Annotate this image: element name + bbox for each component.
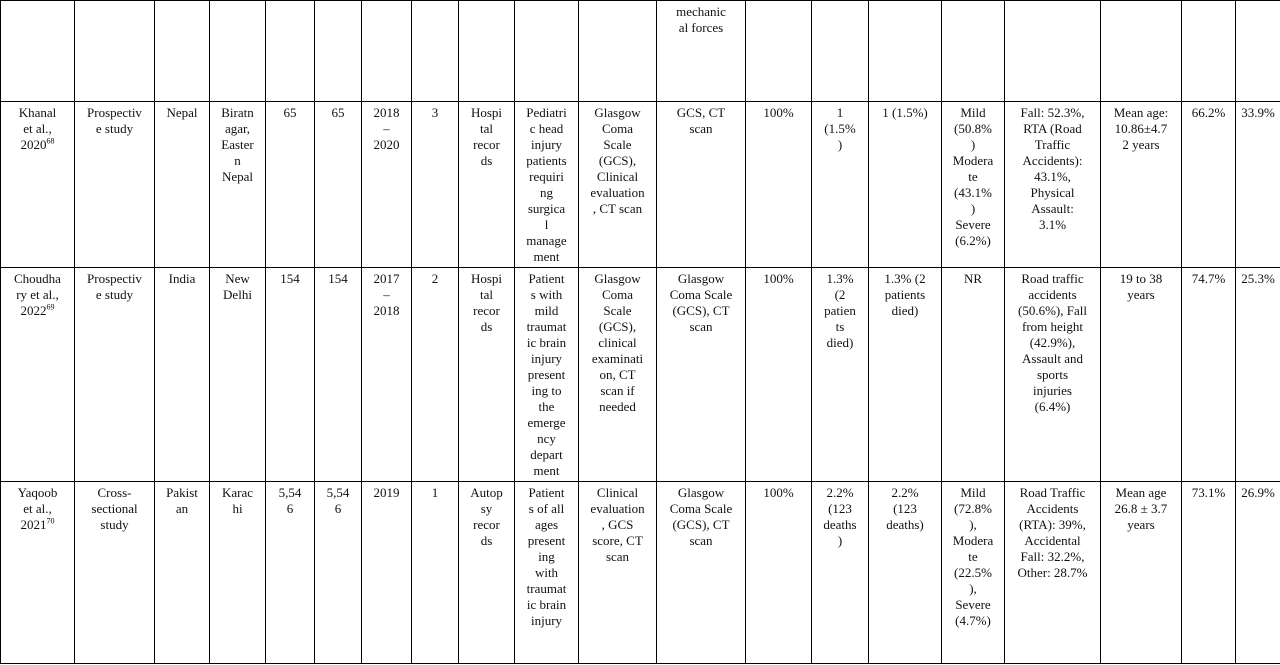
table-cell	[1182, 1, 1236, 102]
cell-n1: 65	[266, 102, 315, 268]
cell-design: Prospectiv e study	[75, 102, 155, 268]
author-text: Khanal et al., 2020	[18, 105, 57, 152]
table-cell	[812, 1, 869, 102]
cell-mortality: 1 (1.5% )	[812, 102, 869, 268]
cell-assessment: Glasgow Coma Scale (GCS), Clinical evaluation , CT scan	[579, 102, 657, 268]
cell-diagnosis: GCS, CT scan	[657, 102, 746, 268]
cell-mortality: 2.2% (123 deaths )	[812, 482, 869, 664]
cell-country: Pakist an	[155, 482, 210, 664]
cell-male: 74.7%	[1182, 268, 1236, 482]
cell-female: 26.9%	[1236, 482, 1280, 664]
cell-period: 2017 – 2018	[362, 268, 412, 482]
cell-author	[1, 482, 75, 664]
cell-n2: 65	[315, 102, 362, 268]
cell-age: Mean age 26.8 ± 3.7 years	[1101, 482, 1182, 664]
table-cell	[942, 1, 1005, 102]
cell-assessment: Clinical evaluation , GCS score, CT scan	[579, 482, 657, 664]
table-cell	[362, 1, 412, 102]
cell-deaths: 1.3% (2 patients died)	[869, 268, 942, 482]
table-cell	[266, 1, 315, 102]
table-cell	[210, 1, 266, 102]
table-cell	[75, 1, 155, 102]
reference-number: 68	[46, 136, 55, 146]
cell-country: India	[155, 268, 210, 482]
cell-city: New Delhi	[210, 268, 266, 482]
cell-design: Cross- sectional study	[75, 482, 155, 664]
table-cell	[869, 1, 942, 102]
reference-number: 70	[46, 516, 55, 526]
reference-number: 69	[46, 302, 55, 312]
table-cell	[315, 1, 362, 102]
author-text: Choudha ry et al., 2022	[14, 271, 61, 318]
cell-city: Karac hi	[210, 482, 266, 664]
cell-diagnosis: Glasgow Coma Scale (GCS), CT scan	[657, 268, 746, 482]
table-cell	[459, 1, 515, 102]
table-cell	[1005, 1, 1101, 102]
cell-severity: Mild (50.8% ) Modera te (43.1% ) Severe (6.2%)	[942, 102, 1005, 268]
cell-female: 25.3%	[1236, 268, 1280, 482]
table-cell	[1236, 1, 1280, 102]
cell-age: 19 to 38 years	[1101, 268, 1182, 482]
cell-city: Biratn agar, Easter n Nepal	[210, 102, 266, 268]
cell-male: 73.1%	[1182, 482, 1236, 664]
cell-source: Autop sy recor ds	[459, 482, 515, 664]
cell-n1: 5,54 6	[266, 482, 315, 664]
cell-duration: 3	[412, 102, 459, 268]
table-row	[1, 482, 1280, 664]
cell-n2: 154	[315, 268, 362, 482]
table-cell	[1, 1, 75, 102]
cell-source: Hospi tal recor ds	[459, 102, 515, 268]
cell-source: Hospi tal recor ds	[459, 268, 515, 482]
cell-severity: Mild (72.8% ), Modera te (22.5% ), Severe (4.7%)	[942, 482, 1005, 664]
cell-duration: 2	[412, 268, 459, 482]
cell-followup: 100%	[746, 268, 812, 482]
cell-deaths: 2.2% (123 deaths)	[869, 482, 942, 664]
cell-mechanism: Road traffic accidents (50.6%), Fall from height (42.9%), Assault and sports injuries (6.4%)	[1005, 268, 1101, 482]
table-cell	[412, 1, 459, 102]
author-text: Yaqoob et al., 2021	[17, 485, 58, 532]
table-cell	[746, 1, 812, 102]
cell-population: Patient s with mild traumat ic brain injury present ing to the emerge ncy depart ment	[515, 268, 579, 482]
table-cell	[155, 1, 210, 102]
table-row	[1, 1, 1280, 102]
cell-severity: NR	[942, 268, 1005, 482]
table-cell-assessment: mechanic al forces	[657, 1, 746, 102]
cell-population: Pediatri c head injury patients requiri ng surgica l manage ment	[515, 102, 579, 268]
cell-followup: 100%	[746, 482, 812, 664]
cell-population: Patient s of all ages present ing with traumat ic brain injury	[515, 482, 579, 664]
table-cell	[579, 1, 657, 102]
cell-followup: 100%	[746, 102, 812, 268]
table-cell	[515, 1, 579, 102]
cell-author	[1, 102, 75, 268]
table-cell	[1101, 1, 1182, 102]
cell-age: Mean age: 10.86±4.7 2 years	[1101, 102, 1182, 268]
cell-author	[1, 268, 75, 482]
cell-mechanism: Road Traffic Accidents (RTA): 39%, Accidental Fall: 32.2%, Other: 28.7%	[1005, 482, 1101, 664]
cell-female: 33.9%	[1236, 102, 1280, 268]
cell-country: Nepal	[155, 102, 210, 268]
cell-diagnosis: Glasgow Coma Scale (GCS), CT scan	[657, 482, 746, 664]
table-row	[1, 268, 1280, 482]
cell-period: 2018 – 2020	[362, 102, 412, 268]
cell-period: 2019	[362, 482, 412, 664]
cell-duration: 1	[412, 482, 459, 664]
cell-assessment: Glasgow Coma Scale (GCS), clinical examinati on, CT scan if needed	[579, 268, 657, 482]
cell-male: 66.2%	[1182, 102, 1236, 268]
cell-design: Prospectiv e study	[75, 268, 155, 482]
cell-mechanism: Fall: 52.3%, RTA (Road Traffic Accidents): 43.1%, Physical Assault: 3.1%	[1005, 102, 1101, 268]
table-row	[1, 102, 1280, 268]
cell-n1: 154	[266, 268, 315, 482]
cell-mortality: 1.3% (2 patien ts died)	[812, 268, 869, 482]
cell-n2: 5,54 6	[315, 482, 362, 664]
cell-deaths: 1 (1.5%)	[869, 102, 942, 268]
